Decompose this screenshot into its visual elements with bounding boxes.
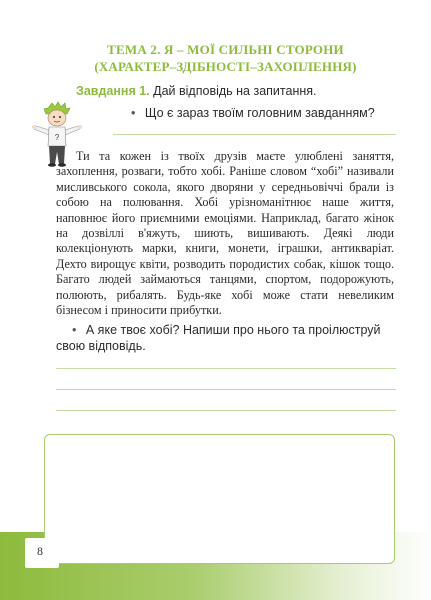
bullet-icon: • [131,106,136,120]
topic-title [60,41,391,75]
task-label: Завдання 1. [76,84,150,98]
drawing-box[interactable] [44,434,395,564]
question-main-task [131,106,375,120]
answer-line-3[interactable] [56,368,396,369]
answer-line-2[interactable] [56,144,396,145]
question-hobby [56,322,401,354]
answer-line-1[interactable] [113,134,396,135]
task-header [76,84,317,98]
bullet-icon: • [72,323,77,337]
answer-line-4[interactable] [56,389,396,390]
question-hobby-text: А яке твоє хобі? Напиши про нього та проілюструй свою відповідь. [56,323,381,353]
question-main-task-text: Що є зараз твоїм головним завданням? [144,106,375,120]
topic-title-line2: (ХАРАКТЕР–ЗДІБНОСТІ–ЗАХОПЛЕННЯ) [94,59,357,74]
page-number: 8 [37,544,43,558]
topic-title-line1: ТЕМА 2. Я – МОЇ СИЛЬНІ СТОРОНИ [107,42,344,57]
hobby-paragraph: Ти та кожен із твоїх друзів маєте улюблені заняття, захоплення, розваги, тобто хобі. Раніше словом “хобі” називали мисливського сокола, якого дворяни у середньовіччі брали із собою на полювання. Хобі урізноманітнює наше життя, наповнює його приємними емоціями. Наприклад, багато жінок на дозвіллі в'яжуть, шиють, вишивають. Деякі люди колекціонують марки, книги, монети, іграшки, антикваріат. Дехто вирощує квіти, розводить породистих собак, кішок тощо. Багато людей займаються танцями, спортом, подорожують, полюють, рибалять. Будь-яке хобі може стати невеликим бізнесом і приносити прибутки. [56,149,394,318]
svg-text:?: ? [54,133,60,142]
answer-line-5[interactable] [56,410,396,411]
task-instruction: Дай відповідь на запитання. [153,84,317,98]
